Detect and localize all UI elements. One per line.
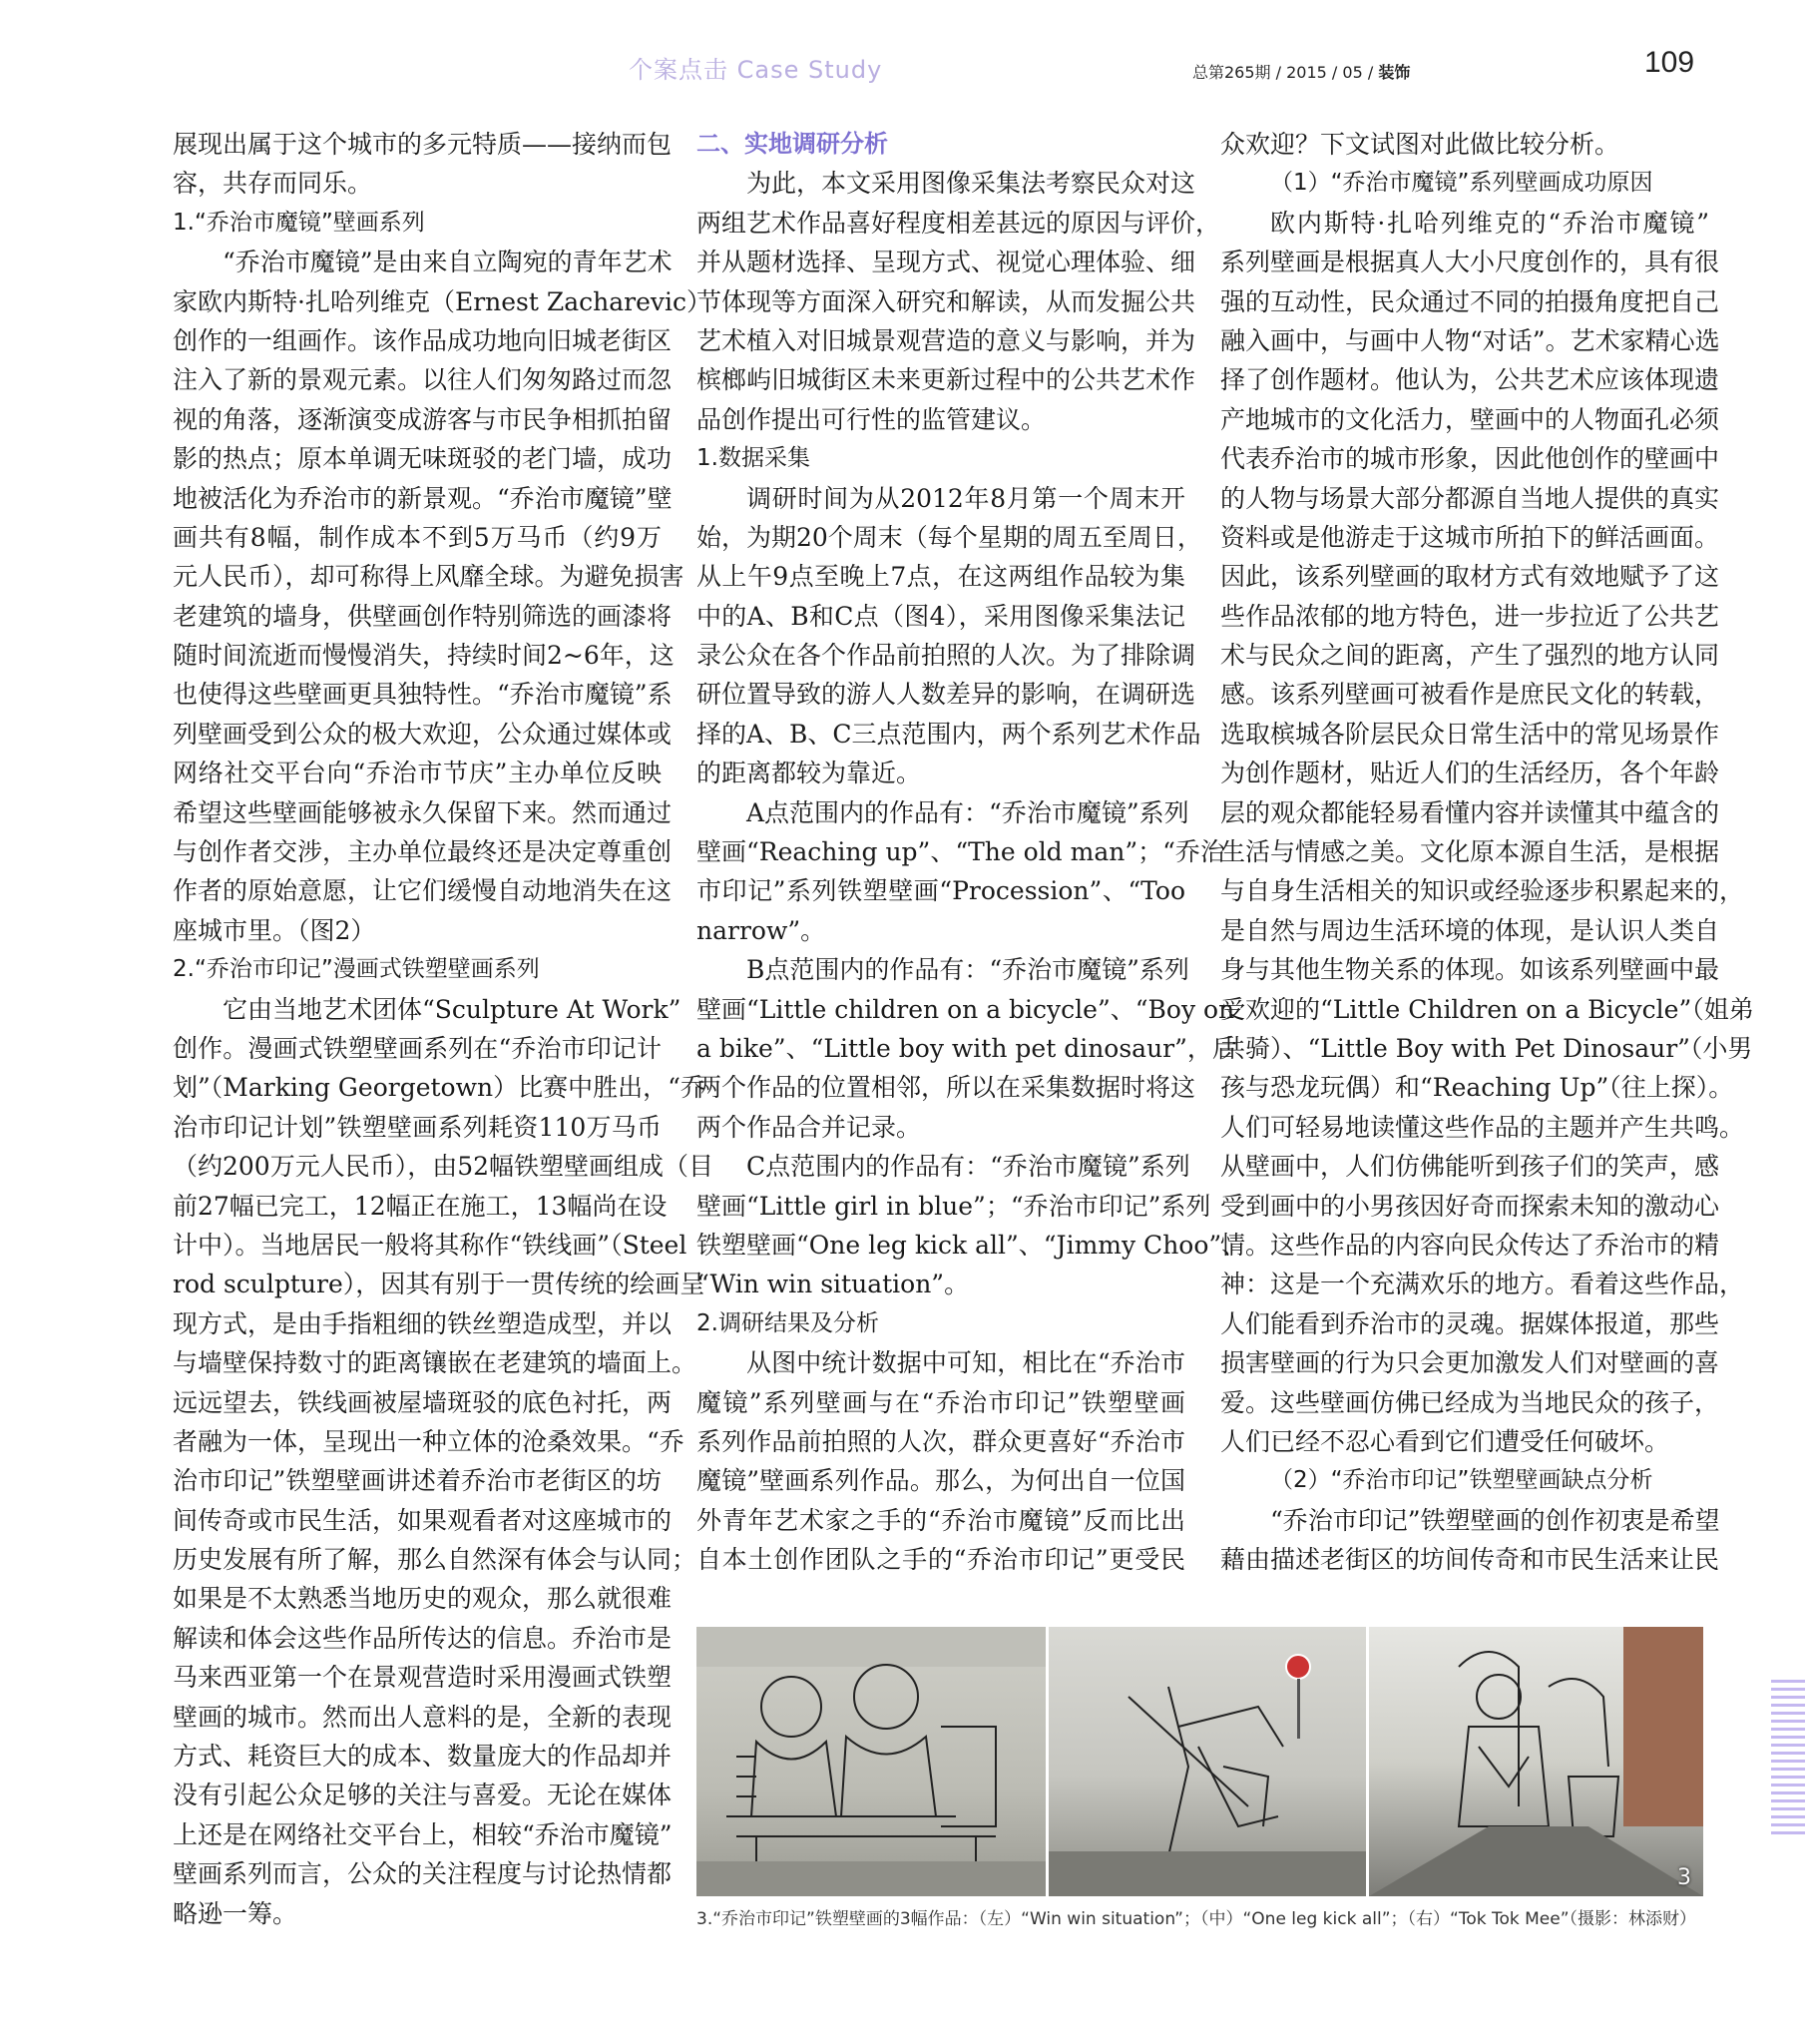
photo-tok-tok-mee	[1369, 1627, 1703, 1896]
text-line: “Win win situation”。	[696, 1270, 970, 1299]
text-line: 选取槟城各阶层民众日常生活中的常见场景作	[1220, 719, 1720, 749]
text-line: 调研时间为从2012年8月第一个周末开	[746, 483, 1185, 513]
text-line: 品创作提出可行性的监管建议。	[696, 404, 1047, 434]
text-line: 强的互动性，民众通过不同的拍摄角度把自己	[1220, 286, 1720, 316]
text-line: 层的观众都能轻易看懂内容并读懂其中蕴含的	[1220, 797, 1720, 827]
page-edge-decoration	[1771, 1680, 1805, 1839]
subheading: （1）“乔治市魔镜”系列壁画成功原因	[1270, 170, 1653, 197]
text-line: 些作品浓郁的地方特色，进一步拉近了公共艺	[1220, 601, 1720, 631]
text-line: 魔镜”系列壁画与在“乔治市印记”铁塑壁画	[696, 1387, 1185, 1417]
text-line: 影的热点；原本单调无味斑驳的老门墙，成功	[173, 444, 673, 474]
text-column-1	[173, 125, 714, 1933]
text-line: 为此，本文采用图像采集法考察民众对这	[746, 169, 1196, 199]
text-line: 划”（Marking Georgetown）比赛中胜出，“乔	[173, 1073, 705, 1103]
text-line: rod sculpture），因其有别于一贯传统的绘画呈	[173, 1270, 705, 1299]
text-line: 槟榔屿旧城街区未来更新过程中的公共艺术作	[696, 365, 1196, 395]
text-line: 如果是不太熟悉当地历史的观众，那么就很难	[173, 1584, 673, 1614]
text-line: 解读和体会这些作品所传达的信息。乔治市是	[173, 1623, 673, 1653]
text-line: 与创作者交涉，主办单位最终还是决定尊重创	[173, 837, 673, 867]
text-line: 没有引起公众足够的关注与喜爱。无论在媒体	[173, 1781, 673, 1810]
text-line: 始，为期20个周末（每个星期的周五至周日，	[696, 522, 1202, 552]
text-line: 略逊一筹。	[173, 1898, 298, 1928]
text-line: 产地城市的文化活力，壁画中的人物面孔必须	[1220, 404, 1720, 434]
text-line: 壁画“Little children on a bicycle”、“Boy on	[696, 994, 1235, 1024]
section-heading: 二、实地调研分析	[696, 130, 888, 158]
text-line: 创作。漫画式铁塑壁画系列在“乔治市印记计	[173, 1033, 662, 1063]
text-line: 远远望去，铁线画被屋墙斑驳的底色衬托，两	[173, 1387, 673, 1417]
text-line: C点范围内的作品有：“乔治市魔镜”系列	[746, 1152, 1190, 1182]
text-line: 随时间流逝而慢慢消失，持续时间2~6年，这	[173, 641, 675, 671]
text-line: 感。该系列壁画可被看作是庶民文化的转载，	[1220, 680, 1720, 710]
text-line: 录公众在各个作品前拍照的人次。为了排除调	[696, 641, 1196, 671]
subheading: 2.“乔治市印记”漫画式铁塑壁画系列	[173, 956, 540, 983]
text-line: 为创作题材，贴近人们的生活经历，各个年龄	[1220, 759, 1720, 788]
text-line: 作者的原始意愿，让它们缓慢自动地消失在这	[173, 876, 673, 906]
text-line: 两组艺术作品喜好程度相差甚远的原因与评价，	[696, 208, 1221, 238]
text-line: 也使得这些壁画更具独特性。“乔治市魔镜”系	[173, 680, 673, 710]
text-line: 前27幅已完工，12幅正在施工，13幅尚在设	[173, 1191, 668, 1221]
text-line: 众欢迎？下文试图对此做比较分析。	[1220, 130, 1620, 159]
text-line: 术与民众之间的距离，产生了强烈的地方认同	[1220, 641, 1720, 671]
text-line: 与自身生活相关的知识或经验逐步积累起来的，	[1220, 876, 1745, 906]
photo-one-leg-kick-all	[1049, 1627, 1366, 1896]
text-line: A点范围内的作品有：“乔治市魔镜”系列	[746, 797, 1189, 827]
text-line: 两个作品的位置相邻，所以在采集数据时将这	[696, 1073, 1196, 1103]
text-line: 损害壁画的行为只会更加激发人们对壁画的喜	[1220, 1348, 1720, 1378]
text-line: 容，共存而同乐。	[173, 169, 373, 199]
magazine-logo: 装饰	[1378, 63, 1411, 82]
text-line: 市印记”系列铁塑壁画“Procession”、“Too	[696, 876, 1185, 906]
text-line: 元人民币），却可称得上风靡全球。为避免损害	[173, 562, 684, 592]
text-line: 视的角落，逐渐演变成游客与市民争相抓拍留	[173, 404, 673, 434]
text-line: 注入了新的景观元素。以往人们匆匆路过而忽	[173, 365, 673, 395]
page-number: 109	[1644, 46, 1695, 79]
text-line: 资料或是他游走于这城市所拍下的鲜活画面。	[1220, 522, 1720, 552]
text-line: 中的A、B和C点（图4），采用图像采集法记	[696, 601, 1185, 631]
text-line: 它由当地艺术团体“Sculpture At Work”	[223, 994, 681, 1024]
text-line: 择的A、B、C三点范围内，两个系列艺术作品	[696, 719, 1201, 749]
text-line: 系列作品前拍照的人次，群众更喜好“乔治市	[696, 1426, 1185, 1456]
text-line: 情。这些作品的内容向民众传达了乔治市的精	[1220, 1230, 1720, 1260]
text-line: 代表乔治市的城市形象，因此他创作的壁画中	[1220, 444, 1720, 474]
text-line: 生活与情感之美。文化原本源自生活，是根据	[1220, 837, 1720, 867]
text-line: a bike”、“Little boy with pet dinosaur”，后	[696, 1033, 1237, 1063]
wire-sculpture-icon	[1369, 1627, 1703, 1896]
text-line: 的距离都较为靠近。	[696, 759, 922, 788]
text-column-3	[1220, 125, 1754, 1579]
text-line: 艺术植入对旧城景观营造的意义与影响，并为	[696, 325, 1196, 355]
text-line: 家欧内斯特·扎哈列维克（Ernest Zacharevic）	[173, 286, 712, 316]
text-line: 外青年艺术家之手的“乔治市魔镜”反而比出	[696, 1505, 1185, 1535]
text-line: 列壁画受到公众的极大欢迎，公众通过媒体或	[173, 719, 673, 749]
text-line: 节体现等方面深入研究和解读，从而发掘公共	[696, 286, 1196, 316]
subheading: 2.调研结果及分析	[696, 1309, 879, 1336]
text-line: 孩与恐龙玩偶）和“Reaching Up”（往上探）。	[1220, 1073, 1734, 1103]
issue-info	[1192, 60, 1410, 83]
text-line: 受欢迎的“Little Children on a Bicycle”（姐弟	[1220, 994, 1754, 1024]
text-line: 上还是在网络社交平台上，相较“乔治市魔镜”	[173, 1819, 673, 1849]
subheading: （2）“乔治市印记”铁塑壁画缺点分析	[1270, 1467, 1653, 1494]
text-line: 从图中统计数据中可知，相比在“乔治市	[746, 1348, 1185, 1378]
text-line: 画共有8幅，制作成本不到5万马币（约9万	[173, 522, 662, 552]
text-line: 人们可轻易地读懂这些作品的主题并产生共鸣。	[1220, 1112, 1745, 1142]
text-line: 的人物与场景大部分都源自当地人提供的真实	[1220, 483, 1720, 513]
text-line: 老建筑的墙身，供壁画创作特别筛选的画漆将	[173, 601, 673, 631]
text-line: B点范围内的作品有：“乔治市魔镜”系列	[746, 955, 1189, 985]
text-line: 网络社交平台向“乔治市节庆”主办单位反映	[173, 759, 662, 788]
subheading: 1.数据采集	[696, 445, 810, 472]
text-line: 人们已经不忍心看到它们遭受任何破坏。	[1220, 1426, 1670, 1456]
text-line: 系列壁画是根据真人大小尺度创作的，具有很	[1220, 248, 1720, 277]
figure-caption: 3.“乔治市印记”铁塑壁画的3幅作品：（左）“Win win situation”；（中）“One leg kick all”；（右）“Tok Tok Mee”（摄影：林添财）	[696, 1909, 1697, 1929]
text-line: 历史发展有所了解，那么自然深有体会与认同；	[173, 1545, 697, 1575]
text-line: 铁塑壁画“One leg kick all”、“Jimmy Choo”、	[696, 1230, 1247, 1260]
photo-win-win-situation	[696, 1627, 1046, 1896]
text-line: （约200万元人民币），由52幅铁塑壁画组成（目	[173, 1152, 714, 1182]
text-line: 马来西亚第一个在景观营造时采用漫画式铁塑	[173, 1663, 673, 1693]
text-line: 共骑）、“Little Boy with Pet Dinosaur”（小男	[1220, 1033, 1753, 1063]
text-line: 间传奇或市民生活，如果观看者对这座城市的	[173, 1505, 673, 1535]
text-line: 因此，该系列壁画的取材方式有效地赋予了这	[1220, 562, 1720, 592]
text-line: 计中）。当地居民一般将其称作“铁线画”（Steel	[173, 1230, 687, 1260]
text-line: 身与其他生物关系的体现。如该系列壁画中最	[1220, 955, 1720, 985]
text-line: 创作的一组画作。该作品成功地向旧城老街区	[173, 325, 673, 355]
text-line: 欧内斯特·扎哈列维克的“乔治市魔镜”	[1270, 208, 1709, 238]
text-line: 魔镜”壁画系列作品。那么，为何出自一位国	[696, 1466, 1185, 1496]
text-line: 并从题材选择、呈现方式、视觉心理体验、细	[696, 248, 1196, 277]
text-line: 者融为一体，呈现出一种立体的沧桑效果。“乔	[173, 1426, 684, 1456]
wire-sculpture-icon	[696, 1627, 1046, 1896]
text-line: 座城市里。（图2）	[173, 915, 376, 945]
text-line: 受到画中的小男孩因好奇而探索未知的激动心	[1220, 1191, 1720, 1221]
text-line: “乔治市印记”铁塑壁画的创作初衷是希望	[1270, 1505, 1720, 1535]
text-line: 展现出属于这个城市的多元特质——接纳而包	[173, 130, 673, 159]
text-line: 治市印记计划”铁塑壁画系列耗资110万马币	[173, 1112, 662, 1142]
text-line: 治市印记”铁塑壁画讲述着乔治市老街区的坊	[173, 1466, 662, 1496]
text-line: 现方式，是由手指粗细的铁丝塑造成型，并以	[173, 1308, 673, 1338]
text-line: 神：这是一个充满欢乐的地方。看着这些作品，	[1220, 1270, 1745, 1299]
text-line: 地被活化为乔治市的新景观。“乔治市魔镜”壁	[173, 483, 673, 513]
text-line: narrow”。	[696, 915, 826, 945]
text-line: 藉由描述老街区的坊间传奇和市民生活来让民	[1220, 1545, 1720, 1575]
figure-number: 3	[1677, 1865, 1691, 1890]
text-line: 壁画系列而言，公众的关注程度与讨论热情都	[173, 1859, 673, 1889]
section-label: 个案点击 Case Study	[629, 56, 883, 84]
text-line: 人们能看到乔治市的灵魂。据媒体报道，那些	[1220, 1308, 1720, 1338]
text-line: 壁画“Little girl in blue”；“乔治市印记”系列	[696, 1191, 1211, 1221]
subheading: 1.“乔治市魔镜”壁画系列	[173, 209, 425, 236]
text-line: 从壁画中，人们仿佛能听到孩子们的笑声，感	[1220, 1152, 1720, 1182]
text-line: 择了创作题材。他认为，公共艺术应该体现遗	[1220, 365, 1720, 395]
issue-number: 总第265期 / 2015 / 05 /	[1192, 63, 1374, 82]
text-line: 从上午9点至晚上7点，在这两组作品较为集	[696, 562, 1185, 592]
text-line: 壁画“Reaching up”、“The old man”；“乔治	[696, 837, 1225, 867]
text-line: 壁画的城市。然而出人意料的是，全新的表现	[173, 1702, 673, 1732]
figure-3	[696, 1627, 1706, 1896]
text-line: 自本土创作团队之手的“乔治市印记”更受民	[696, 1545, 1185, 1575]
text-line: 爱。这些壁画仿佛已经成为当地民众的孩子，	[1220, 1387, 1720, 1417]
text-line: 两个作品合并记录。	[696, 1112, 922, 1142]
text-line: “乔治市魔镜”是由来自立陶宛的青年艺术	[223, 248, 673, 277]
text-line: 与墙壁保持数寸的距离镶嵌在老建筑的墙面上。	[173, 1348, 697, 1378]
text-column-2	[696, 125, 1247, 1579]
text-line: 方式、耗资巨大的成本、数量庞大的作品却并	[173, 1742, 673, 1772]
text-line: 希望这些壁画能够被永久保留下来。然而通过	[173, 797, 673, 827]
wire-sculpture-icon	[1049, 1627, 1366, 1896]
text-line: 融入画中，与画中人物“对话”。艺术家精心选	[1220, 325, 1720, 355]
text-line: 是自然与周边生活环境的体现，是认识人类自	[1220, 915, 1720, 945]
text-line: 研位置导致的游人人数差异的影响，在调研选	[696, 680, 1196, 710]
